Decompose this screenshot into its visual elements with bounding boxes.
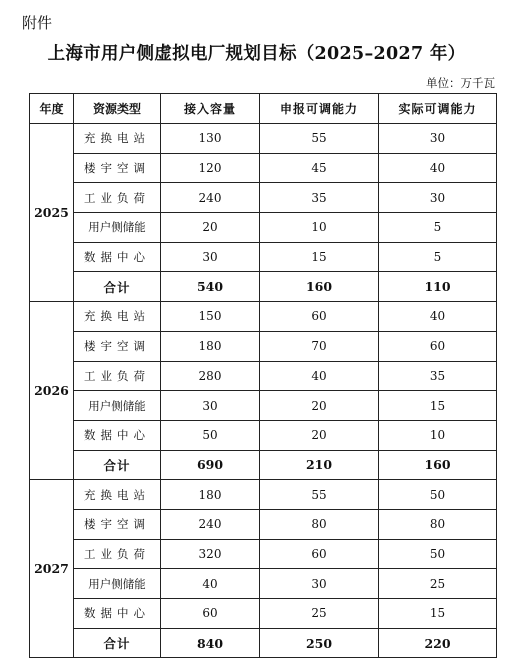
resource-type-cell: 用户侧储能 — [74, 569, 161, 599]
year-cell: 2026 — [30, 302, 74, 480]
attachment-label: 附件 — [22, 14, 53, 32]
year-cell: 2025 — [30, 124, 74, 302]
declared-capacity-cell: 15 — [260, 242, 379, 272]
capacity-cell: 30 — [161, 242, 260, 272]
total-capacity-cell: 540 — [161, 272, 260, 302]
column-header-actual: 实际可调能力 — [379, 94, 497, 124]
actual-capacity-cell: 35 — [379, 361, 497, 391]
table-row — [30, 569, 497, 599]
resource-type-cell: 工业负荷 — [74, 539, 161, 569]
table-row — [30, 124, 497, 154]
capacity-cell: 180 — [161, 480, 260, 510]
column-header-capacity: 接入容量 — [161, 94, 260, 124]
total-capacity-cell: 690 — [161, 450, 260, 480]
declared-capacity-cell: 40 — [260, 361, 379, 391]
capacity-cell: 30 — [161, 391, 260, 421]
actual-capacity-cell: 30 — [379, 183, 497, 213]
total-declared-cell: 210 — [260, 450, 379, 480]
total-label-cell: 合计 — [74, 628, 161, 658]
capacity-cell: 320 — [161, 539, 260, 569]
actual-capacity-cell: 15 — [379, 599, 497, 629]
declared-capacity-cell: 25 — [260, 599, 379, 629]
declared-capacity-cell: 80 — [260, 509, 379, 539]
table-row — [30, 242, 497, 272]
total-row — [30, 450, 497, 480]
table-row — [30, 420, 497, 450]
column-header-declared: 申报可调能力 — [260, 94, 379, 124]
column-header-resource-type: 资源类型 — [74, 94, 161, 124]
declared-capacity-cell: 60 — [260, 302, 379, 332]
total-capacity-cell: 840 — [161, 628, 260, 658]
declared-capacity-cell: 45 — [260, 153, 379, 183]
resource-type-cell: 楼宇空调 — [74, 153, 161, 183]
resource-type-cell: 数据中心 — [74, 599, 161, 629]
declared-capacity-cell: 35 — [260, 183, 379, 213]
declared-capacity-cell: 10 — [260, 213, 379, 243]
planning-table — [29, 93, 497, 658]
declared-capacity-cell: 55 — [260, 124, 379, 154]
total-declared-cell: 160 — [260, 272, 379, 302]
actual-capacity-cell: 80 — [379, 509, 497, 539]
declared-capacity-cell: 30 — [260, 569, 379, 599]
table-row — [30, 509, 497, 539]
column-header-year: 年度 — [30, 94, 74, 124]
declared-capacity-cell: 60 — [260, 539, 379, 569]
table-row — [30, 213, 497, 243]
document-title: 上海市用户侧虚拟电厂规划目标（2025–2027 年） — [47, 44, 466, 64]
actual-capacity-cell: 5 — [379, 242, 497, 272]
capacity-cell: 120 — [161, 153, 260, 183]
actual-capacity-cell: 25 — [379, 569, 497, 599]
actual-capacity-cell: 40 — [379, 153, 497, 183]
table-row — [30, 361, 497, 391]
table-row — [30, 391, 497, 421]
actual-capacity-cell: 60 — [379, 331, 497, 361]
capacity-cell: 240 — [161, 183, 260, 213]
actual-capacity-cell: 5 — [379, 213, 497, 243]
table-body — [30, 124, 497, 658]
resource-type-cell: 数据中心 — [74, 420, 161, 450]
capacity-cell: 180 — [161, 331, 260, 361]
total-actual-cell: 160 — [379, 450, 497, 480]
table-row — [30, 302, 497, 332]
table-row — [30, 599, 497, 629]
capacity-cell: 280 — [161, 361, 260, 391]
total-actual-cell: 110 — [379, 272, 497, 302]
table-row — [30, 480, 497, 510]
actual-capacity-cell: 50 — [379, 480, 497, 510]
unit-label: 单位：万千瓦 — [426, 76, 495, 90]
declared-capacity-cell: 55 — [260, 480, 379, 510]
resource-type-cell: 楼宇空调 — [74, 509, 161, 539]
capacity-cell: 60 — [161, 599, 260, 629]
capacity-cell: 150 — [161, 302, 260, 332]
total-label-cell: 合计 — [74, 272, 161, 302]
resource-type-cell: 充换电站 — [74, 302, 161, 332]
total-actual-cell: 220 — [379, 628, 497, 658]
resource-type-cell: 充换电站 — [74, 480, 161, 510]
resource-type-cell: 数据中心 — [74, 242, 161, 272]
actual-capacity-cell: 10 — [379, 420, 497, 450]
actual-capacity-cell: 30 — [379, 124, 497, 154]
resource-type-cell: 工业负荷 — [74, 183, 161, 213]
capacity-cell: 130 — [161, 124, 260, 154]
declared-capacity-cell: 20 — [260, 420, 379, 450]
capacity-cell: 20 — [161, 213, 260, 243]
total-row — [30, 272, 497, 302]
table-header-row — [30, 94, 497, 124]
capacity-cell: 240 — [161, 509, 260, 539]
resource-type-cell: 楼宇空调 — [74, 331, 161, 361]
table-row — [30, 183, 497, 213]
declared-capacity-cell: 70 — [260, 331, 379, 361]
table-row — [30, 153, 497, 183]
resource-type-cell: 工业负荷 — [74, 361, 161, 391]
table-row — [30, 331, 497, 361]
resource-type-cell: 用户侧储能 — [74, 213, 161, 243]
actual-capacity-cell: 40 — [379, 302, 497, 332]
year-cell: 2027 — [30, 480, 74, 658]
resource-type-cell: 充换电站 — [74, 124, 161, 154]
declared-capacity-cell: 20 — [260, 391, 379, 421]
actual-capacity-cell: 50 — [379, 539, 497, 569]
actual-capacity-cell: 15 — [379, 391, 497, 421]
total-declared-cell: 250 — [260, 628, 379, 658]
total-label-cell: 合计 — [74, 450, 161, 480]
resource-type-cell: 用户侧储能 — [74, 391, 161, 421]
table-row — [30, 539, 497, 569]
capacity-cell: 40 — [161, 569, 260, 599]
capacity-cell: 50 — [161, 420, 260, 450]
total-row — [30, 628, 497, 658]
